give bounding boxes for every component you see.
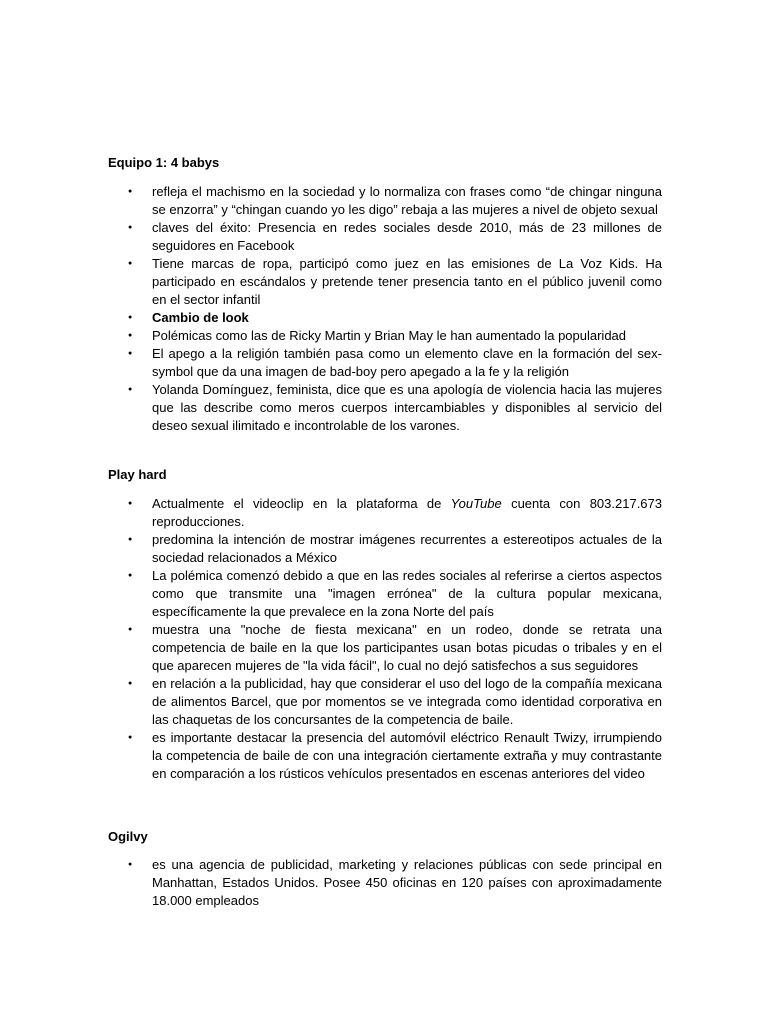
bullet-list-ogilvy <box>152 856 662 910</box>
list-item: ● en relación a la publicidad, hay que considerar el uso del logo de la compañía mexicana de alimentos Barcel, que por momentos se ve integrada como identidad corporativa en las chaquetas de los concursantes de la competencia de baile. <box>152 675 662 729</box>
section-title-equipo-1: Equipo 1: 4 babys <box>108 155 220 170</box>
text-run-italic: YouTube <box>450 496 502 511</box>
list-item: ● muestra una "noche de fiesta mexicana" en un rodeo, donde se retrata una competencia de baile en la que los participantes usan botas picudas o tribales y en el que aparecen mujeres de "la vida fácil", lo cual no dejó satisfechos a sus seguidores <box>152 621 662 675</box>
list-item: ● Yolanda Domínguez, feminista, dice que es una apología de violencia hacia las mujeres que las describe como meros cuerpos intercambiables y disponibles al servicio del deseo sexual ilimitado e incontrolable de los varones. <box>152 381 662 435</box>
list-item: ● El apego a la religión también pasa como un elemento clave en la formación del sex-symbol que da una imagen de bad-boy pero apegado a la fe y la religión <box>152 345 662 381</box>
bullet-list-play-hard <box>152 495 662 783</box>
list-item: ● es una agencia de publicidad, marketing y relaciones públicas con sede principal en Manhattan, Estados Unidos. Posee 450 oficinas en 120 países con aproximadamente 18.000 empleados <box>152 856 662 910</box>
text-run: cuenta con 803.217.673 reproducciones. <box>152 496 662 529</box>
list-item <box>152 495 662 531</box>
list-item: ● Cambio de look <box>152 309 662 327</box>
list-item: ● claves del éxito: Presencia en redes sociales desde 2010, más de 23 millones de seguidores en Facebook <box>152 219 662 255</box>
list-item: ● refleja el machismo en la sociedad y lo normaliza con frases como “de chingar ninguna se enzorra” y “chingan cuando yo les digo” rebaja a las mujeres a nivel de objeto sexual <box>152 183 662 219</box>
bullet-list-equipo-1 <box>152 183 662 435</box>
list-item: ● es importante destacar la presencia del automóvil eléctrico Renault Twizy, irrumpiendo la competencia de baile de con una integración ciertamente extraña y muy contrastante en comparación a los rústicos vehículos presentados en escenas anteriores del video <box>152 729 662 783</box>
text-run: Actualmente el videoclip en la plataforma de <box>152 496 451 511</box>
list-item: ● La polémica comenzó debido a que en las redes sociales al referirse a ciertos aspectos como que transmite una "imagen errónea" de la cultura popular mexicana, específicamente la que prevalece en la zona Norte del país <box>152 567 662 621</box>
list-item: ● predomina la intención de mostrar imágenes recurrentes a estereotipos actuales de la sociedad relacionados a México <box>152 531 662 567</box>
list-item: ● Tiene marcas de ropa, participó como juez en las emisiones de La Voz Kids. Ha participado en escándalos y pretende tener presencia tanto en el público juvenil como en el sector infantil <box>152 255 662 309</box>
section-title-play-hard: Play hard <box>108 467 167 482</box>
list-item: ● Polémicas como las de Ricky Martin y Brian May le han aumentado la popularidad <box>152 327 662 345</box>
section-title-ogilvy: Ogilvy <box>108 829 148 844</box>
